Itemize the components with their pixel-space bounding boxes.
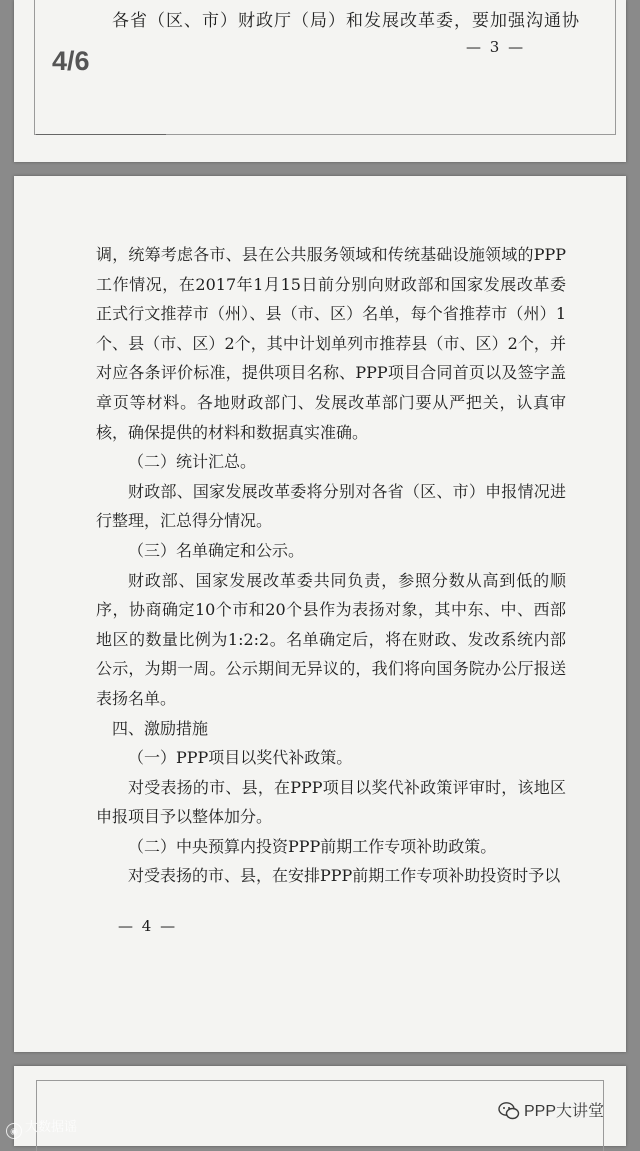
source-watermark-text: 大数据谣 <box>25 1119 78 1134</box>
paragraph: 财政部、国家发展改革委共同负责，参照分数从高到低的顺序，协商确定10个市和20个县作为表扬对象，其中东、中、西部地区的数量比例为1:2:2。名单确定后，将在财政、发改系统内部公示，为期一周。公示期间无异议的，我们将向国务院办公厅报送表扬名单。 <box>96 570 566 708</box>
paragraph: 财政部、国家发展改革委将分别对各省（区、市）申报情况进行整理，汇总得分情况。 <box>96 481 566 531</box>
current-page <box>14 176 626 1052</box>
section-heading: （二）中央预算内投资PPP前期工作专项补助政策。 <box>128 836 497 856</box>
source-watermark <box>6 1116 77 1139</box>
previous-page-number: — 3 — <box>466 38 526 56</box>
current-page-number: — 4 — <box>118 917 178 935</box>
document-body <box>96 240 566 891</box>
previous-page <box>14 0 626 162</box>
divider <box>36 134 166 135</box>
paragraph: 调，统筹考虑各市、县在公共服务领域和传统基础设施领域的PPP工作情况，在2017年1月15日前分别向财政部和国家发展改革委正式行文推荐市（州）、县（市、区）名单，每个省推荐市（州）1个、县（市、区）2个，其中计划单列市推荐县（市、区）2个，并对应各条评价标准，提供项目名称、PPP项目合同首页以及签字盖章页等材料。各地财政部门、发展改革部门要从严把关，认真审核，确保提供的材料和数据真实准确。 <box>96 245 566 442</box>
section-heading: （二）统计汇总。 <box>128 452 257 472</box>
paragraph: 对受表扬的市、县，在PPP项目以奖代补政策评审时，该地区申报项目予以整体加分。 <box>96 777 566 827</box>
weibo-logo-icon: ◉ <box>6 1123 22 1139</box>
wechat-icon <box>498 1101 520 1126</box>
section-heading: （一）PPP项目以奖代补政策。 <box>128 748 353 768</box>
previous-page-last-line: 各省（区、市）财政厅（局）和发展改革委，要加强沟通协 <box>112 11 580 31</box>
paragraph: 对受表扬的市、县，在安排PPP前期工作专项补助投资时予以 <box>128 866 561 886</box>
wechat-watermark <box>498 1098 604 1126</box>
wechat-watermark-text: PPP大讲堂 <box>524 1103 605 1120</box>
section-heading: （三）名单确定和公示。 <box>128 540 305 560</box>
section-heading: 四、激励措施 <box>112 718 209 738</box>
page-indicator: 4/6 <box>52 46 90 76</box>
